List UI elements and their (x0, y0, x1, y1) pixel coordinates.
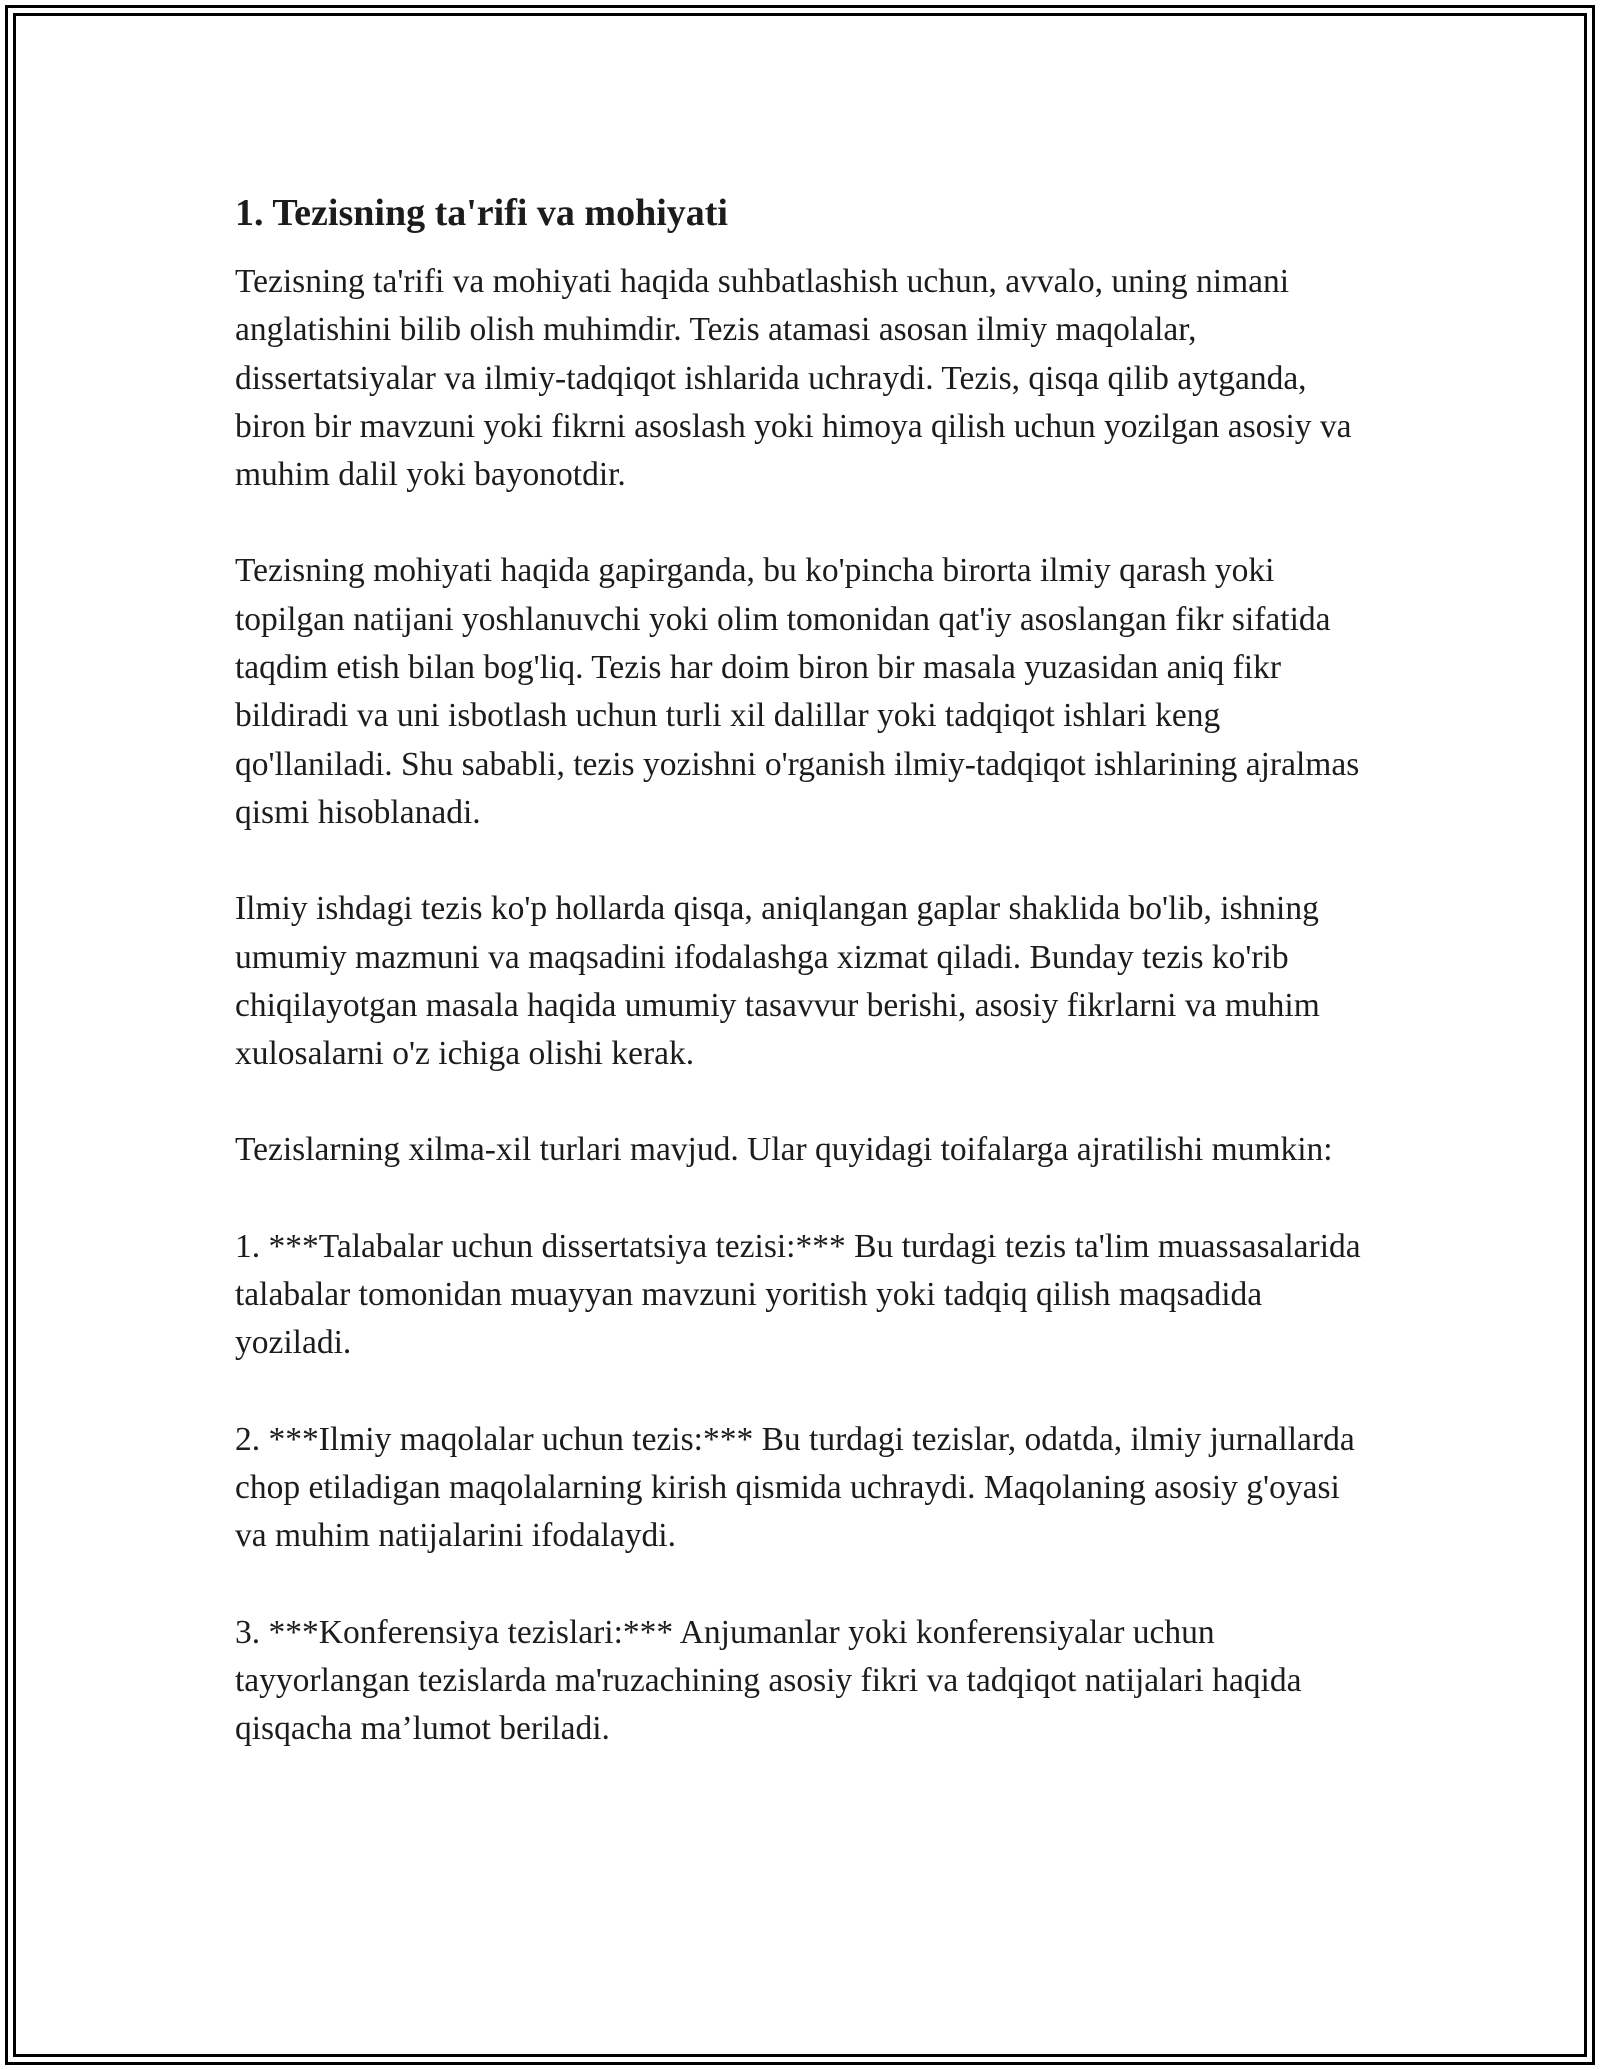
paragraph-types-intro: Tezislarning xilma-xil turlari mavjud. Ular quyidagi toifalarga ajratilishi mumkin: (235, 1131, 1333, 1169)
document-body (235, 186, 1365, 1801)
list-item-student-thesis: 1. ***Talabalar uchun dissertatsiya tezisi:*** Bu turdagi tezis ta'lim muassasalarida talabalar tomonidan muayyan mavzuni yoritish yoki tadqiq qilish maqsadida yoziladi. (235, 1227, 1361, 1362)
list-item-conference-thesis: 3. ***Konferensiya tezislari:*** Anjumanlar yoki konferensiyalar uchun tayyorlangan tezislarda ma'ruzachining asosiy fikri va tadqiqot natijalari haqida qisqacha ma’lumot beriladi. (235, 1613, 1302, 1748)
paragraph-essence: Tezisning mohiyati haqida gapirganda, bu ko'pincha birorta ilmiy qarash yoki topilgan natijani yoshlanuvchi yoki olim tomonidan qat'iy asoslangan fikr sifatida taqdim etish bilan bog'liq. Tezis har doim biron bir masala yuzasidan aniq fikr bildiradi va uni isbotlash uchun turli xil dalillar yoki tadqiqot ishlari keng qo'llaniladi. Shu sababli, tezis yozishni o'rganish ilmiy-tadqiqot ishlarining ajralmas qismi hisoblanadi. (235, 552, 1360, 831)
section-heading: 1. Tezisning ta'rifi va mohiyati (235, 192, 728, 234)
list-item-article-thesis: 2. ***Ilmiy maqolalar uchun tezis:*** Bu turdagi tezislar, odatda, ilmiy jurnallarda chop etiladigan maqolalarning kirish qismida uchraydi. Maqolaning asosiy g'oyasi va muhim natijalarini ifodalaydi. (235, 1420, 1355, 1555)
paragraph-scientific-thesis: Ilmiy ishdagi tezis ko'p hollarda qisqa, aniqlangan gaplar shaklida bo'lib, ishning umumiy mazmuni va maqsadini ifodalashga xizmat qiladi. Bunday tezis ko'rib chiqilayotgan masala haqida umumiy tasavvur berishi, asosiy fikrlarni va muhim xulosalarni o'z ichiga olishi kerak. (235, 890, 1320, 1073)
paragraph-definition: Tezisning ta'rifi va mohiyati haqida suhbatlashish uchun, avvalo, uning nimani anglatishini bilib olish muhimdir. Tezis atamasi asosan ilmiy maqolalar, dissertatsiyalar va ilmiy-tadqiqot ishlarida uchraydi. Tezis, qisqa qilib aytganda, biron bir mavzuni yoki fikrni asoslash yoki himoya qilish uchun yozilgan asosiy va muhim dalil yoki bayonotdir. (235, 263, 1352, 494)
